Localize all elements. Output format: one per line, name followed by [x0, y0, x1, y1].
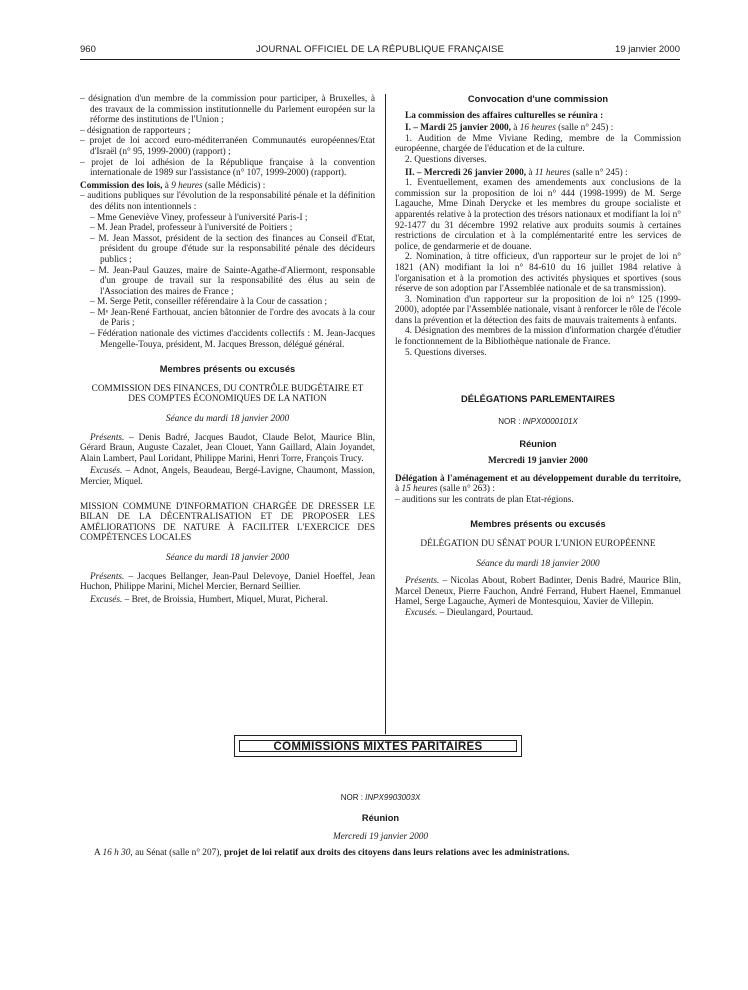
mission-presents	[80, 572, 375, 593]
cmp-meeting-line	[80, 848, 681, 859]
lois-commission-line	[80, 181, 375, 192]
membres-heading: Membres présents ou excusés	[470, 519, 606, 530]
speaker-item: – Mᵉ Jean-René Farthouat, ancien bâtonnier de l'ordre des avocats à la cour de Paris ;	[90, 307, 375, 329]
cmp-date: Mercredi 19 janvier 2000	[332, 832, 429, 842]
session-2-room: (salle n° 245) :	[570, 167, 628, 178]
speaker-item: – M. Jean Pradel, professeur à l'université de Poitiers ;	[90, 223, 293, 234]
delegation-room: (salle n° 263) :	[437, 484, 495, 495]
cmp-reunion-heading: Réunion	[361, 813, 400, 823]
cmp-location: au Sénat (salle n° 207),	[132, 848, 224, 858]
delegation-time: 15 heures	[401, 484, 438, 495]
lois-room: (salle Médicis) :	[202, 180, 266, 191]
delegation-time-prefix: à	[395, 484, 402, 495]
reunion-date: Mercredi 19 janvier 2000	[488, 456, 588, 467]
session-1-time: 16 heures	[519, 123, 556, 134]
excuses-label: Excusés.	[90, 466, 123, 477]
session-item: 3. Nomination d'un rapporteur sur la proposition de loi n° 125 (1999-2000), adoptée par l'Assemblée nationale, visant à renforcer le rôle de l'école dans la prévention et la détection des faits de mauvais traitements à enfants.	[395, 294, 682, 326]
finances-commission-title: COMMISSION DES FINANCES, DU CONTRÔLE BUDGÉTAIRE ET DES COMPTES ÉCONOMIQUES DE LA NATION	[91, 383, 364, 405]
header-rule	[80, 59, 680, 60]
delegation-title: Délégation à l'aménagement et au développement durable du territoire,	[395, 473, 681, 484]
cmp-title: COMMISSIONS MIXTES PARITAIRES	[273, 741, 483, 753]
issue-date: 19 janvier 2000	[615, 44, 680, 55]
agenda-item: – projet de loi accord euro-méditerranéen Communautés européennes/Etat d'Israël (n° 95, 1999-2000) (rapport) ;	[80, 136, 375, 157]
page-number: 960	[80, 44, 96, 55]
delegation-line	[395, 474, 681, 495]
lois-time: 9 heures	[171, 180, 203, 191]
session-item: 4. Désignation des membres de la mission d'information chargée d'étudier le fonctionnement de la Bibliothèque nationale de France.	[395, 326, 681, 348]
session-item: 2. Questions diverses.	[405, 154, 487, 165]
excuses-names: – Adnot, Angels, Beaudeau, Bergé-Lavigne, Chaumont, Massion, Mercier, Miquel.	[80, 466, 375, 487]
left-column	[80, 94, 375, 605]
nor-label: NOR :	[340, 793, 366, 802]
session-2-label: II. – Mercredi 26 janvier 2000,	[405, 167, 527, 178]
culture-intro: La commission des affaires culturelles se réunira :	[405, 110, 604, 121]
session-item: 2. Nomination, à titre officieux, d'un rapporteur sur le projet de loi n° 1821 (AN) modifiant la loi n° 84-610 du 16 juillet 1984 relative à l'organisation et à la promotion des activités physiques et sportives (sous réserve de son adoption par l'Assemblée nationale et de sa transmission).	[395, 252, 681, 295]
presents-names: – Denis Badré, Jacques Baudot, Claude Belot, Maurice Blin, Gérard Braun, Auguste Cazalet, Jean Clouet, Yann Gaillard, Alain Joyandet, Alain Lambert, Paul Loridant, Philippe Marini, Henri Torre, François Trucy.	[80, 432, 375, 464]
session-item: 1. Eventuellement, examen des amendements aux conclusions de la commission sur la proposition de loi n° 444 (1998-1999) de M. Serge Lagauche, Mme Dinah Derycke et les membres du groupe socialiste et apparentés relative à la protection des trésors nationaux et modifiant la loi n° 92-1477 du 31 décembre 1992 relative aux produits soumis à certaines restrictions de circulation et à la complémentarité entre les services de police, de gendarmerie et de douane.	[395, 178, 681, 252]
speaker-item: – M. Jean-Paul Gauzes, maire de Sainte-Agathe-d'Aliermont, responsable d'un groupe de travail sur la responsabilité des élus au sein de l'Association des maires de France ;	[90, 265, 375, 297]
session-item: 5. Questions diverses.	[405, 347, 487, 358]
presents-label: Présents.	[90, 571, 125, 582]
right-column	[395, 94, 681, 619]
lois-time-prefix: à	[162, 180, 172, 191]
cmp-section	[80, 792, 681, 859]
nor-code: INPX9903003X	[365, 793, 421, 802]
agenda-item: – auditions publiques sur l'évolution de la responsabilité pénale et la définition des délits non intentionnels :	[80, 191, 375, 212]
membres-heading: Membres présents ou excusés	[159, 364, 296, 375]
excuses-names: – Dieulangard, Pourtaud.	[437, 607, 534, 618]
lois-commission-title: Commission des lois,	[80, 180, 163, 191]
mission-seance: Séance du mardi 18 janvier 2000	[165, 552, 290, 563]
session-1-line	[395, 123, 681, 134]
cmp-time: 16 h 30,	[102, 848, 133, 858]
excuses-names: – Bret, de Broissia, Humbert, Miquel, Murat, Picheral.	[122, 594, 328, 605]
session-2-line	[395, 168, 681, 179]
speaker-item: – M. Serge Petit, conseiller référendaire à la Cour de cassation ;	[90, 297, 328, 308]
presents-label: Présents.	[90, 432, 125, 443]
session-1-label: I. – Mardi 25 janvier 2000,	[405, 123, 511, 134]
presents-names: – Nicolas About, Robert Badinter, Denis Badré, Maurice Blin, Marcel Deneux, Pierre Fauchon, André Ferrand, Hubert Haenel, Emmanuel Hamel, Serge Lagauche, Aymeri de Montesquiou, Xavier de Villepin.	[395, 576, 681, 608]
journal-title: JOURNAL OFFICIEL DE LA RÉPUBLIQUE FRANÇAISE	[255, 44, 505, 55]
senat-presents	[395, 576, 681, 608]
excuses-label: Excusés.	[405, 607, 438, 618]
session-2-time-prefix: à	[526, 167, 535, 178]
delegation-item: – auditions sur les contrats de plan Etat-régions.	[395, 494, 574, 505]
agenda-item: – projet de loi adhésion de la République française à la convention internationale de 1989 sur l'assistance (n° 107, 1999-2000) (rapport).	[80, 157, 375, 179]
session-1-room: (salle n° 245) :	[555, 123, 614, 134]
reunion-heading: Réunion	[519, 439, 557, 450]
mission-excuses	[80, 595, 375, 606]
speaker-item: – Fédération nationale des victimes d'accidents collectifs : M. Jean-Jacques Mengelle-Touya, président, M. Jacques Bresson, délégué général.	[90, 329, 375, 350]
presents-label: Présents.	[405, 576, 440, 587]
cmp-line-prefix: A	[94, 848, 103, 858]
speaker-item: – Mme Geneviève Viney, professeur à l'université Paris-I ;	[90, 212, 308, 223]
delegations-nor	[395, 417, 681, 428]
column-divider	[385, 94, 386, 734]
convocation-heading: Convocation d'une commission	[467, 94, 609, 104]
presents-names: – Jacques Bellanger, Jean-Paul Delevoye, Daniel Hoeffel, Jean Huchon, Philippe Marini, Michel Mercier, Bernard Seillier.	[80, 571, 375, 593]
excuses-label: Excusés.	[90, 594, 123, 605]
session-1-time-prefix: à	[510, 123, 520, 134]
mission-title: MISSION COMMUNE D'INFORMATION CHARGÉE DE DRESSER LE BILAN DE LA DÉCENTRALISATION ET DE PROPOSER LES AMÉLIORATIONS DE NATURE À FACILITER L'EXERCICE DES COMPÉTENCES LOCALES	[80, 501, 375, 544]
agenda-item: – désignation d'un membre de la commission pour participer, à Bruxelles, à des travaux de la commission institutionnelle du Parlement européen sur la réforme des institutions de l'Union ;	[80, 94, 375, 126]
cmp-title-box	[234, 735, 522, 757]
delegations-heading: DÉLÉGATIONS PARLEMENTAIRES	[461, 394, 615, 405]
page-header	[80, 44, 680, 58]
finances-excuses	[80, 466, 375, 487]
session-item: 1. Audition de Mme Viviane Reding, membre de la Commission européenne, chargée de l'éducation et de la culture.	[395, 133, 681, 155]
cmp-nor	[80, 792, 681, 803]
senat-delegation-title: DÉLÉGATION DU SÉNAT POUR L'UNION EUROPÉENNE	[420, 539, 656, 549]
finances-seance: Séance du mardi 18 janvier 2000	[165, 414, 290, 425]
speaker-item: – M. Jean Massot, président de la section des finances au Conseil d'Etat, président du groupe d'étude sur la responsabilité pénale des décideurs publics ;	[90, 233, 375, 265]
senat-seance: Séance du mardi 18 janvier 2000	[476, 558, 600, 569]
nor-code: INPX0000101X	[522, 416, 578, 426]
finances-presents	[80, 433, 375, 465]
cmp-bill-title: projet de loi relatif aux droits des citoyens dans leurs relations avec les administrations.	[224, 848, 570, 858]
agenda-item: – désignation de rapporteurs ;	[80, 125, 191, 136]
session-2-time: 11 heures	[534, 167, 571, 178]
senat-excuses	[395, 608, 681, 619]
nor-label: NOR :	[498, 416, 523, 426]
